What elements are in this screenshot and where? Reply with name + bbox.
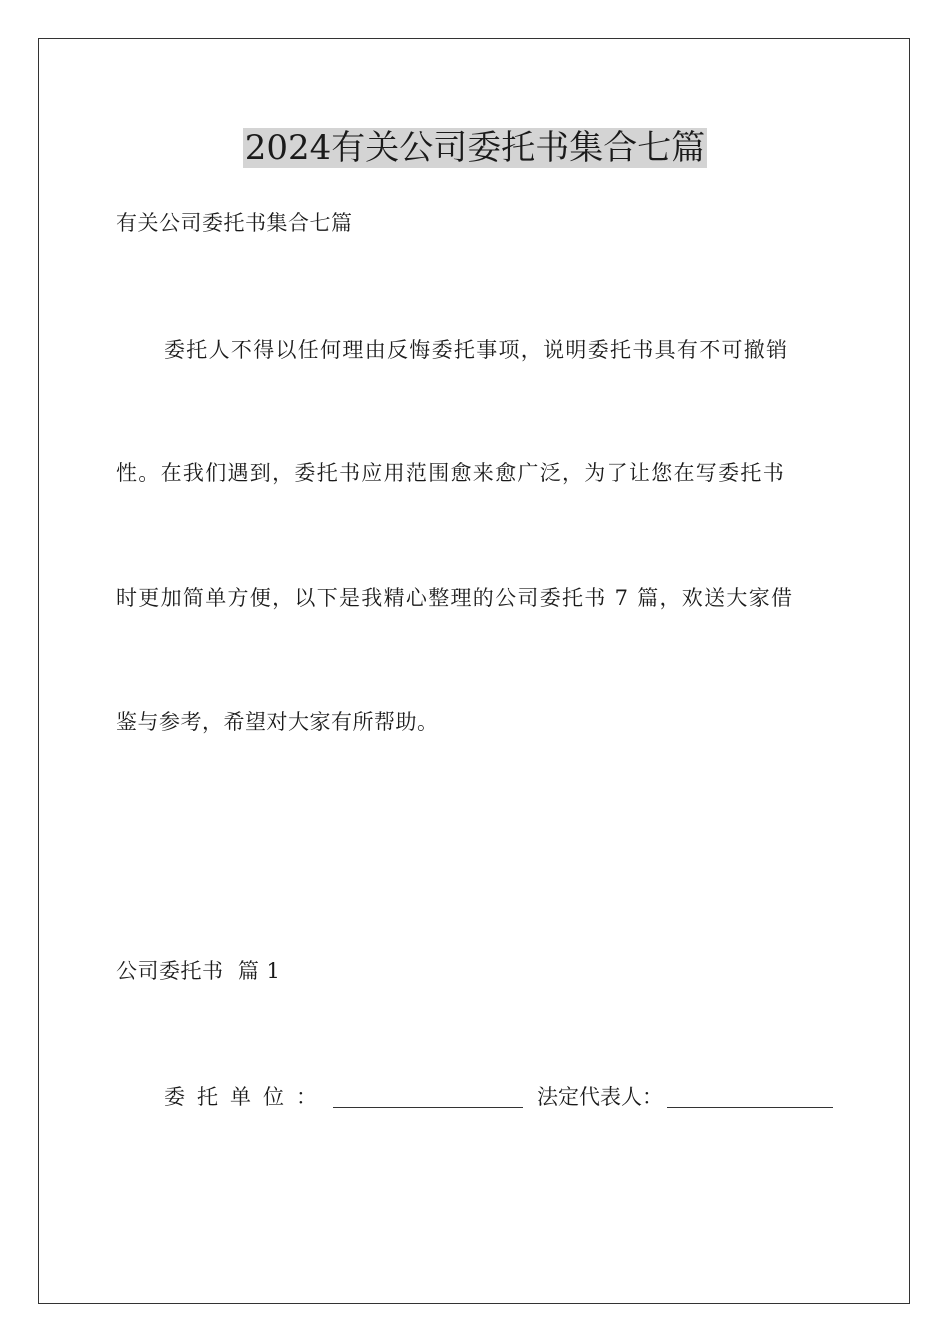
unit-label: 委托单位： [164, 1085, 329, 1109]
unit-blank-line [333, 1085, 523, 1108]
form-field-row [164, 1082, 833, 1112]
intro-line-3: 时更加简单方便，以下是我精心整理的公司委托书 7 篇，欢送大家借 [116, 586, 794, 610]
legal-rep-label: 法定代表人： [537, 1085, 663, 1109]
intro-line-4: 鉴与参考，希望对大家有所帮助。 [116, 710, 439, 734]
document-title-text: 2024有关公司委托书集合七篇 [244, 128, 706, 168]
intro-line-2: 性。在我们遇到，委托书应用范围愈来愈广泛，为了让您在写委托书 [116, 461, 785, 485]
legal-rep-blank-line [667, 1085, 833, 1108]
section-heading: 公司委托书 篇 1 [116, 959, 281, 983]
intro-line-1: 委托人不得以任何理由反悔委托事项，说明委托书具有不可撤销 [164, 338, 789, 362]
document-title [0, 128, 950, 168]
document-subtitle: 有关公司委托书集合七篇 [116, 211, 353, 235]
